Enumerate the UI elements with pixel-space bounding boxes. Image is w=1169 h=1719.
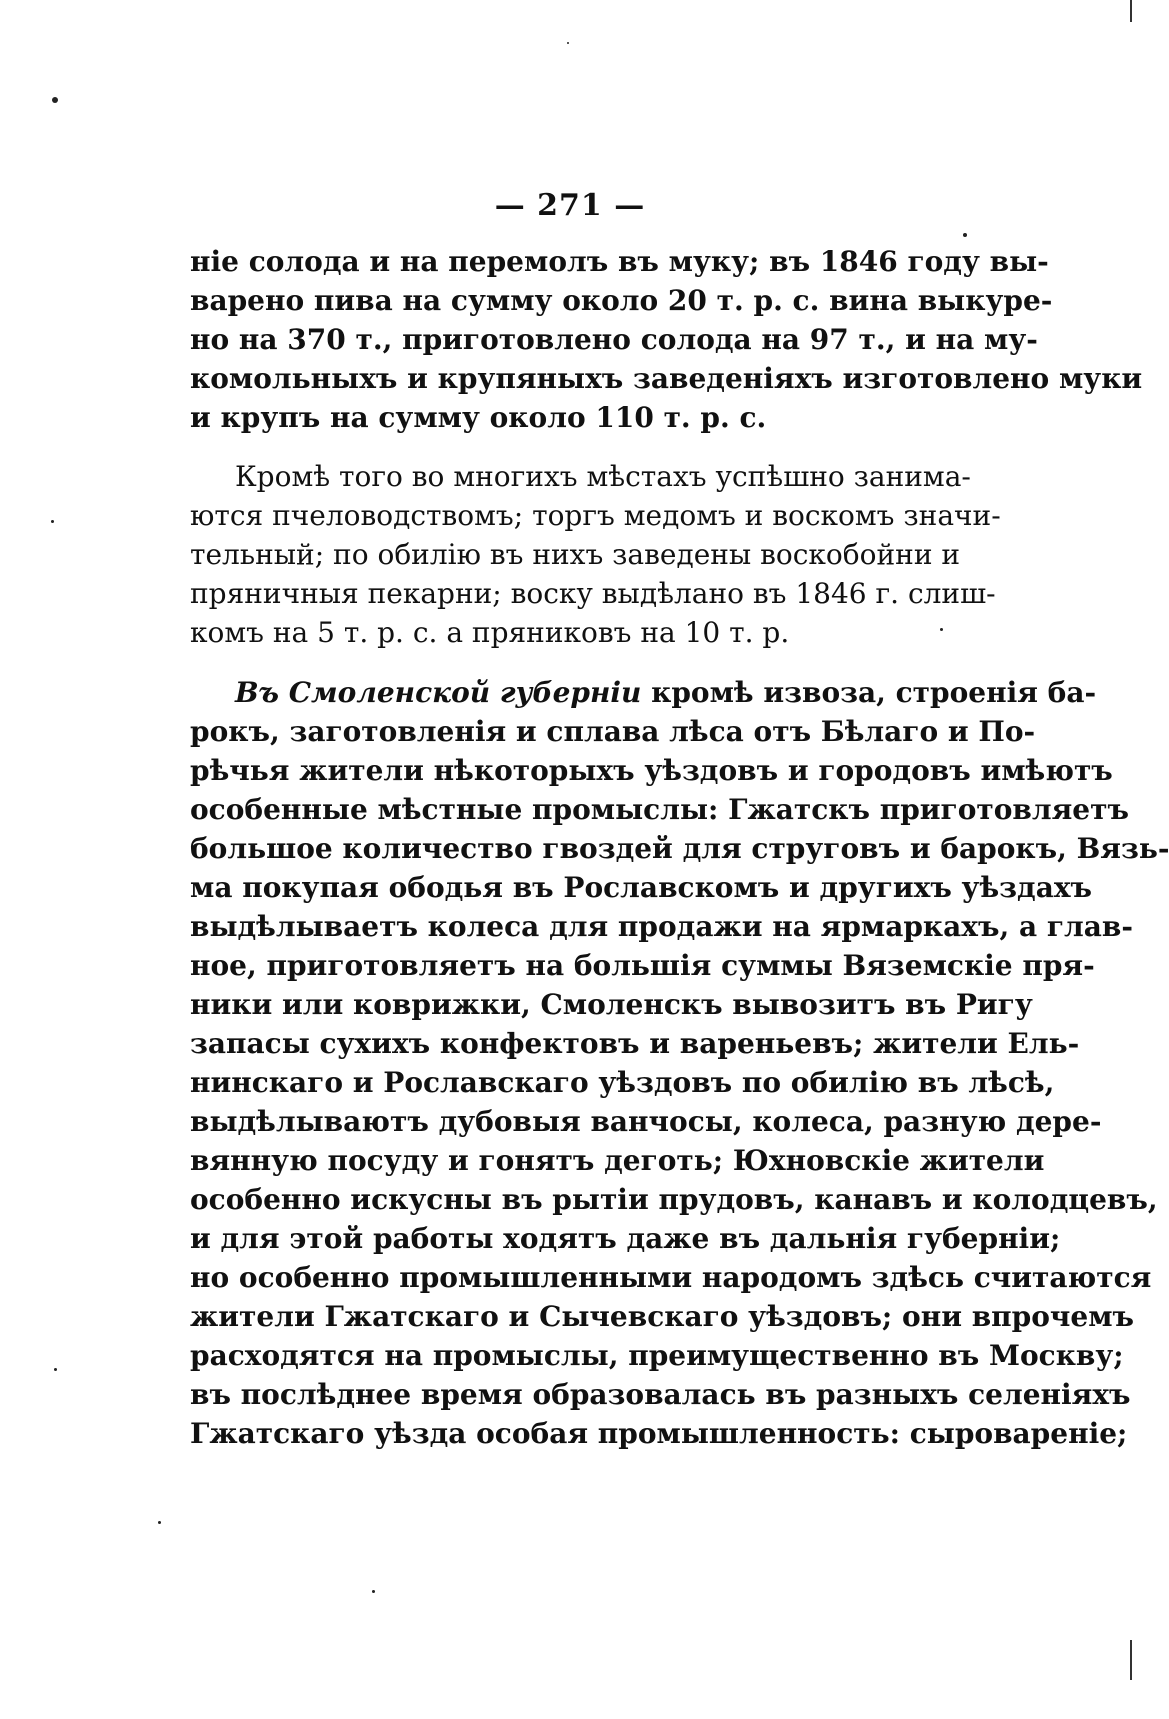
italic-lead: Въ Смоленской губерніи — [235, 676, 642, 709]
paragraph-2 — [190, 457, 1001, 652]
text-line: но на 370 т., приготовлено солода на 97 т., и на му- — [190, 323, 1038, 356]
text-line: особенно искусны въ рытіи прудовъ, канавъ и колодцевъ, — [190, 1183, 1158, 1216]
text-line: и крупъ на сумму около 110 т. р. с. — [190, 401, 767, 434]
page-number: — 271 — — [494, 188, 646, 223]
text-line: нинскаго и Рославскаго уѣздовъ по обилію въ лѣсѣ, — [190, 1066, 1055, 1099]
text-line: ются пчеловодствомъ; торгъ медомъ и воскомъ значи- — [190, 499, 1001, 532]
text-line: но особенно промышленными народомъ здѣсь считаются — [190, 1261, 1152, 1294]
text-line: тельный; по обилію въ нихъ заведены воскобойни и — [190, 538, 961, 571]
scan-speck — [158, 1521, 161, 1524]
text-line: выдѣлываютъ дубовыя ванчосы, колеса, разную дере- — [190, 1105, 1102, 1138]
scan-speck — [51, 520, 54, 523]
text-line: выдѣлываетъ колеса для продажи на ярмаркахъ, а глав- — [190, 910, 1133, 943]
text-line: пряничныя пекарни; воску выдѣлано въ 1846 г. слиш- — [190, 577, 996, 610]
text-line: Кромѣ того во многихъ мѣстахъ успѣшно занима- — [235, 460, 971, 493]
scan-speck — [54, 1368, 57, 1371]
text-line: варено пива на сумму около 20 т. р. с. вина выкуре- — [190, 284, 1053, 317]
text-line: ники или коврижки, Смоленскъ вывозитъ въ Ригу — [190, 988, 1033, 1021]
text-line: Гжатскаго уѣзда особая промышленность: сыровареніе; — [190, 1417, 1128, 1450]
text-line: въ послѣднее время образовалась въ разныхъ селеніяхъ — [190, 1378, 1131, 1411]
text-line: расходятся на промыслы, преимущественно въ Москву; — [190, 1339, 1124, 1372]
text-line: комъ на 5 т. р. с. а пряниковъ на 10 т. р. — [190, 616, 790, 649]
text-line: большое количество гвоздей для струговъ и барокъ, Вязь- — [190, 832, 1169, 865]
text-line: комольныхъ и крупяныхъ заведеніяхъ изготовлено муки — [190, 362, 1143, 395]
text-line-lead — [190, 673, 1097, 712]
text-line: вянную посуду и гонятъ деготь; Юхновскіе жители — [190, 1144, 1045, 1177]
text-line: рокъ, заготовленія и сплава лѣса отъ Бѣлаго и По- — [190, 715, 1036, 748]
scan-speck — [963, 233, 967, 237]
paragraph-3 — [190, 673, 1169, 1453]
scan-speck — [940, 628, 943, 631]
text-line: ное, приготовляетъ на большія суммы Вяземскіе пря- — [190, 949, 1095, 982]
text-line: и для этой работы ходятъ даже въ дальнія губерніи; — [190, 1222, 1061, 1255]
scan-edge-line — [1130, 1640, 1132, 1680]
text-line: ма покупая ободья въ Рославскомъ и другихъ уѣздахъ — [190, 871, 1093, 904]
text-line: рѣчья жители нѣкоторыхъ уѣздовъ и городовъ имѣютъ — [190, 754, 1113, 787]
text-line-rest: кромѣ извоза, строенія ба- — [641, 676, 1097, 709]
text-line: жители Гжатскаго и Сычевскаго уѣздовъ; они впрочемъ — [190, 1300, 1135, 1333]
scan-speck — [372, 1590, 375, 1593]
scan-edge-line — [1130, 0, 1132, 22]
scan-speck — [52, 97, 58, 103]
scan-speck — [567, 42, 569, 44]
text-line: особенные мѣстные промыслы: Гжатскъ приготовляетъ — [190, 793, 1129, 826]
text-line: ніе солода и на перемолъ въ муку; въ 1846 году вы- — [190, 245, 1049, 278]
text-line: запасы сухихъ конфектовъ и вареньевъ; жители Ель- — [190, 1027, 1080, 1060]
paragraph-1 — [190, 242, 1143, 437]
